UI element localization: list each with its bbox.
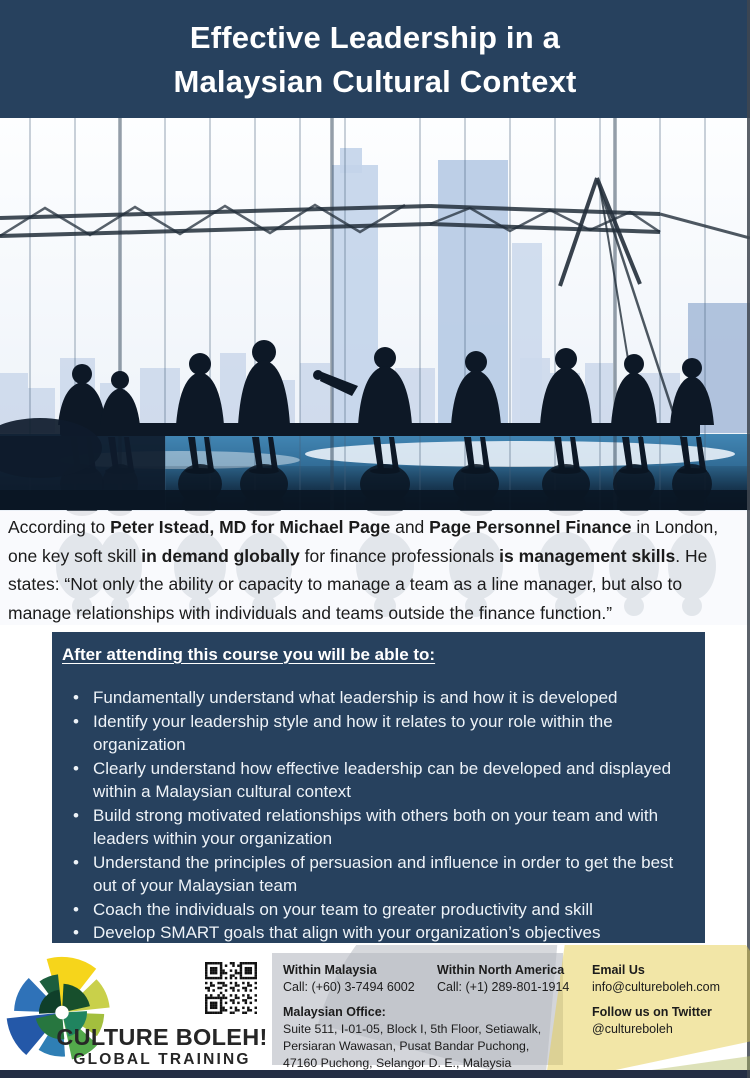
course-outcomes-box [52, 632, 705, 943]
intro-paragraph: According to Peter Istead, MD for Michael Page and Page Personnel Finance in London, one key soft skill in demand globally for finance professionals is management skills. He states: “Not only the ability or capacity to manage a team as a line manager, but also to manage relationships with individuals and teams outside the finance function.” [8, 517, 719, 623]
course-outcomes-heading: After attending this course you will be able to: [62, 645, 436, 664]
title-banner [0, 0, 750, 118]
address-line: 47160 Puchong, Selangor D. E., Malaysia [283, 1055, 512, 1070]
course-outcomes-list [62, 686, 683, 945]
malaysian-office-address [283, 1021, 561, 1071]
course-outcome-item: • Develop SMART goals that align with your organization’s objectives [62, 921, 683, 945]
email-heading: Email Us [592, 963, 645, 977]
twitter-handle: @cultureboleh [592, 1021, 673, 1036]
qr-code-icon [205, 962, 257, 1014]
twitter-heading: Follow us on Twitter [592, 1005, 712, 1019]
within-north-america-phone: Call: (+1) 289-801-1914 [437, 979, 570, 994]
contact-column-north-america [437, 962, 592, 995]
course-outcome-item: • Fundamentally understand what leadership is and how it is developed [62, 686, 683, 710]
footer [0, 945, 750, 1070]
email-address: info@cultureboleh.com [592, 979, 721, 994]
address-line: Suite 511, I-01-05, Block I, 5th Floor, Setiawalk, [283, 1021, 542, 1036]
page-title-line2: Malaysian Cultural Context [173, 63, 577, 99]
within-malaysia-phone: Call: (+60) 3-7494 6002 [283, 979, 415, 994]
address-line: Persiaran Wawasan, Pusat Bandar Puchong, [283, 1038, 530, 1053]
meeting-photo [0, 118, 750, 625]
course-outcome-item: • Build strong motivated relationships with others both on your team and with leaders within your organization [62, 804, 683, 851]
course-outcome-item: • Understand the principles of persuasion and influence in order to get the best out of your Malaysian team [62, 851, 683, 898]
malaysian-office-heading: Malaysian Office: [283, 1005, 386, 1019]
course-outcome-item: • Clearly understand how effective leadership can be developed and displayed within a Malaysian cultural context [62, 757, 683, 804]
bottom-strip [0, 1070, 750, 1078]
logo-name: CULTURE BOLEH! [56, 1024, 268, 1050]
page-title-line1: Effective Leadership in a [189, 19, 561, 55]
course-outcome-item: • Identify your leadership style and how it relates to your role within the organization [62, 710, 683, 757]
logo-wordmark [52, 1025, 272, 1069]
course-outcome-item: • Coach the individuals on your team to greater productivity and skill [62, 898, 683, 922]
logo-tagline: GLOBAL TRAINING [73, 1050, 251, 1068]
contact-column-online [592, 962, 747, 1037]
within-north-america-heading: Within North America [437, 963, 565, 977]
within-malaysia-heading: Within Malaysia [283, 963, 377, 977]
